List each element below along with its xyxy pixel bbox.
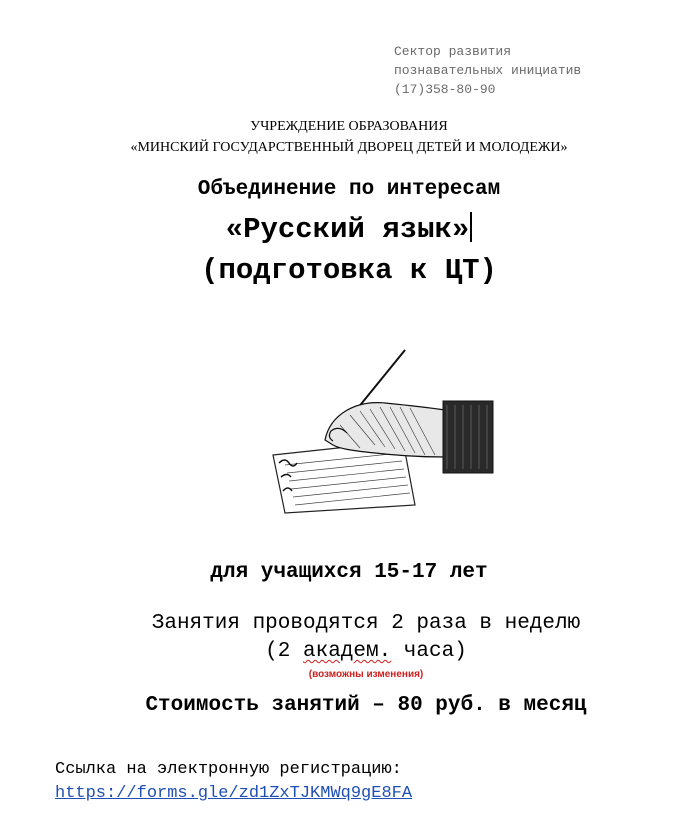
schedule-block: [0, 610, 698, 666]
institution-type: УЧРЕЖДЕНИЕ ОБРАЗОВАНИЯ: [250, 119, 448, 134]
title-course-subtitle: (подготовка к ЦТ): [201, 254, 497, 287]
registration-label: Ссылка на электронную регистрацию:: [55, 760, 402, 779]
schedule-duration-prefix: (2: [265, 640, 303, 663]
course-name-text: «Русский язык»: [225, 213, 470, 246]
schedule-duration-suffix: часа): [391, 640, 467, 663]
sector-contact-block: [394, 42, 581, 99]
schedule-duration: [0, 638, 698, 666]
spellcheck-word: академ.: [302, 640, 392, 663]
schedule-frequency: Занятия проводятся 2 раза в неделю: [151, 612, 581, 635]
price-line: Стоимость занятий – 80 руб. в месяц: [145, 694, 587, 717]
changes-note: (возможны изменения): [308, 669, 424, 680]
title-course-name: [0, 212, 698, 246]
institution-header: [0, 116, 698, 158]
text-cursor: [470, 212, 472, 242]
registration-link[interactable]: https://forms.gle/zd1ZxTJKMWq9gE8FA: [55, 784, 413, 803]
target-audience: для учащихся 15-17 лет: [210, 561, 488, 584]
sector-phone: (17)358-80-90: [394, 82, 496, 97]
title-association: Объединение по интересам: [197, 178, 501, 201]
sector-subtitle: познавательных инициатив: [394, 63, 582, 78]
institution-name: «МИНСКИЙ ГОСУДАРСТВЕННЫЙ ДВОРЕЦ ДЕТЕЙ И МОЛОДЕЖИ»: [130, 140, 568, 155]
sector-name: Сектор развития: [394, 44, 512, 59]
hand-writing-with-quill-illustration: [255, 345, 500, 515]
registration-block: [55, 758, 412, 806]
